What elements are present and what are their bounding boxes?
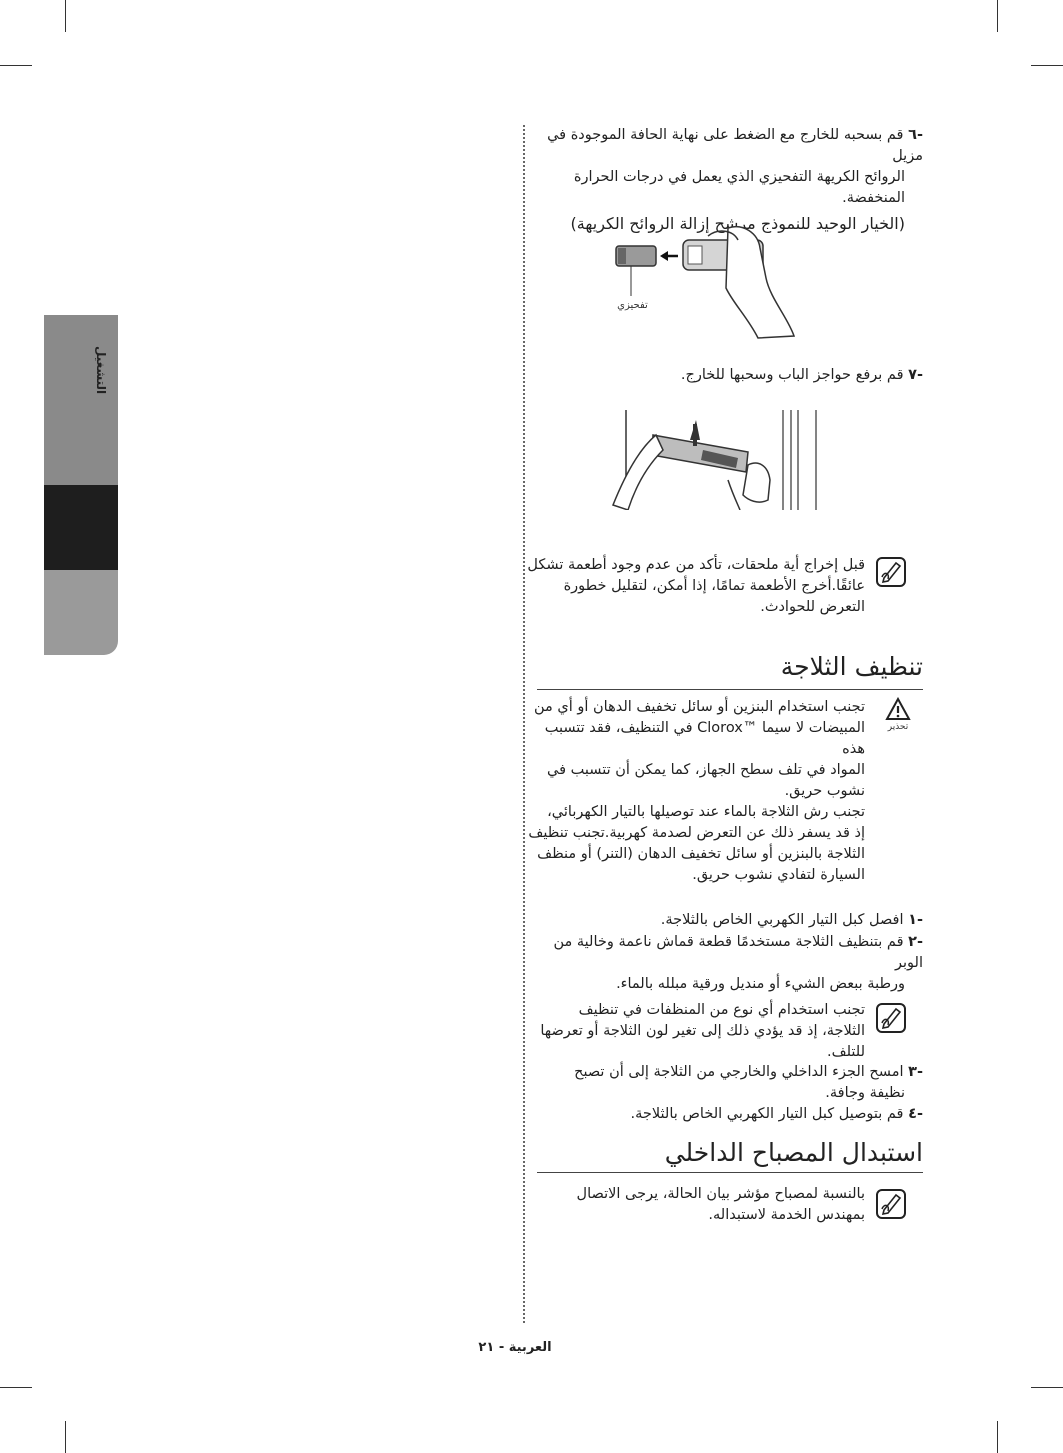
section-rule: [537, 689, 923, 690]
warning-icon: [885, 697, 911, 721]
step-text: الروائح الكريهة التفحيزي الذي يعمل في درجات الحرارة المنخفضة.: [573, 169, 905, 206]
warning-label: تحذير: [887, 722, 909, 732]
figure-caption: تفحيزي: [617, 300, 648, 311]
crop-mark: [997, 1421, 998, 1453]
note-line: تجنب استخدام أي نوع من المنظفات في تنظيف: [578, 1002, 865, 1018]
note-line: الثلاجة، إذ قد يؤدي ذلك إلى تغير لون الثلاجة أو تعرضها: [540, 1023, 865, 1039]
crop-mark: [1031, 1387, 1063, 1388]
cleaning-step-1: [543, 910, 923, 931]
step-7: [543, 365, 923, 386]
warning-line: المواد في تلف سطح الجهاز، كما يمكن أن تتسبب في: [547, 762, 865, 778]
note-line: قبل إخراج أية ملحقات، تأكد من عدم وجود أطعمة تشكل: [527, 557, 865, 573]
note-icon: [876, 1189, 906, 1219]
crop-mark: [1031, 65, 1063, 66]
crop-mark: [0, 1387, 32, 1388]
warning-line: نشوب حريق.: [784, 783, 865, 799]
door-bin-illustration: [608, 410, 823, 510]
side-tab-label: التشغيل: [94, 346, 108, 395]
crop-mark: [65, 0, 66, 32]
step-text: افصل كبل التيار الكهربي الخاص بالثلاجة.: [660, 912, 904, 928]
cleaning-step-2: [543, 932, 923, 995]
section-title-lamp: استبدال المصباح الداخلي: [664, 1138, 923, 1167]
step-text: نظيفة وجافة.: [825, 1085, 905, 1101]
step-number: -٧: [908, 367, 923, 383]
section-title-cleaning: تنظيف الثلاجة: [780, 652, 923, 681]
note-line: التعرض للحوادث.: [760, 599, 865, 615]
side-tab-section: [44, 315, 118, 485]
step-text: قم بسحبه للخارج مع الضغط على نهاية الحافة الموجودة في مزيل: [547, 127, 923, 164]
step-number: -٢: [908, 934, 923, 950]
note-text: [525, 1000, 865, 1063]
note-icon: [876, 557, 906, 587]
note-line: بمهندس الخدمة لاستبداله.: [708, 1207, 865, 1223]
warning-paragraph: [525, 697, 865, 802]
deodorizer-illustration: [608, 218, 808, 343]
warning-line: الثلاجة بالبنزين أو سائل تخفيف الدهان (التنر) أو منظف: [537, 846, 865, 862]
cleaning-step-4: [543, 1104, 923, 1125]
note-text: [525, 1184, 865, 1226]
warning-line: تجنب استخدام البنزين أو سائل تخفيف الدهان أو أي من: [533, 699, 865, 715]
step-number: -٤: [908, 1106, 923, 1122]
note-text: [525, 555, 865, 618]
step-number: -٦: [908, 127, 923, 143]
note-line: للتلف.: [826, 1044, 865, 1060]
warning-line: السيارة لتفادي نشوب حريق.: [692, 867, 865, 883]
crop-mark: [997, 0, 998, 32]
step-text: امسح الجزء الداخلي والخارجي من الثلاجة إلى أن تصبح: [574, 1064, 904, 1080]
step-number: -٣: [908, 1064, 923, 1080]
note-line: بالنسبة لمصباح مؤشر بيان الحالة، يرجى الاتصال: [576, 1186, 865, 1202]
note-line: عائقًا.أخرج الأطعمة تمامًا، إذا أمكن، لتقليل خطورة: [563, 578, 865, 594]
step-note: (الخيار الوحيد للنموذج مرشح إزالة الروائح الكريهة): [570, 214, 905, 233]
step-text: قم برفع حواجز الباب وسحبها للخارج.: [680, 367, 904, 383]
step-text: ورطبة ببعض الشيء أو منديل ورقية مبلله بالماء.: [616, 976, 905, 992]
page-footer: العربية - ٢١: [478, 1340, 552, 1355]
crop-mark: [0, 65, 32, 66]
warning-paragraph: [525, 802, 865, 886]
warning-line: إذ قد يسفر ذلك عن التعرض لصدمة كهربية.تجنب تنظيف: [528, 825, 865, 841]
warning-line: المبيضات لا سيما ™Clorox في التنظيف، فقد تتسبب هذه: [544, 720, 865, 757]
side-tab-active: [44, 485, 118, 570]
note-icon: [876, 1003, 906, 1033]
step-number: -١: [908, 912, 923, 928]
warning-line: تجنب رش الثلاجة بالماء عند توصيلها بالتيار الكهربائي،: [547, 804, 865, 820]
crop-mark: [65, 1421, 66, 1453]
side-tab-section: [44, 570, 118, 655]
step-text: قم بتوصيل كبل التيار الكهربي الخاص بالثلاجة.: [630, 1106, 904, 1122]
step-text: قم بتنظيف الثلاجة مستخدمًا قطعة قماش ناعمة وخالية من الوبر: [553, 934, 923, 971]
cleaning-step-3: [543, 1062, 923, 1104]
section-rule: [537, 1172, 923, 1173]
